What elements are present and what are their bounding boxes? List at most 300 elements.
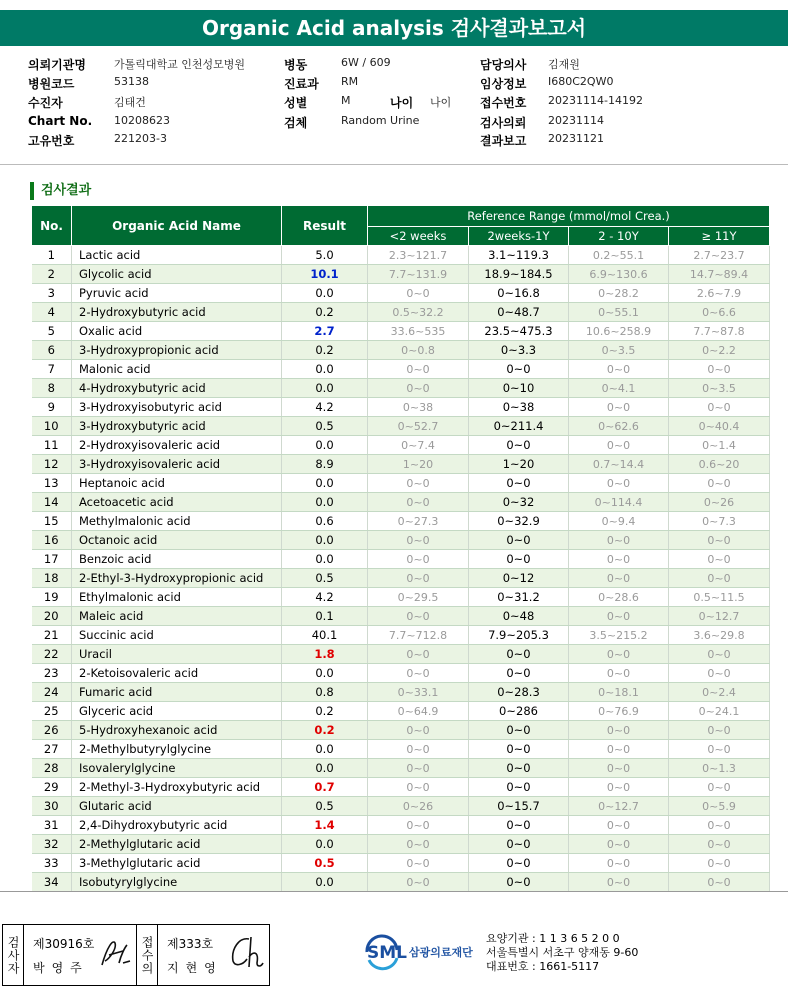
range-lt2w: 0~0 bbox=[368, 873, 469, 892]
result-value: 0.0 bbox=[282, 664, 368, 683]
range-ge11y: 0~3.5 bbox=[669, 379, 770, 398]
range-lt2w: 0~0 bbox=[368, 284, 469, 303]
row-number: 31 bbox=[32, 816, 72, 835]
table-row bbox=[32, 284, 770, 303]
table-row bbox=[32, 816, 770, 835]
row-number: 15 bbox=[32, 512, 72, 531]
range-2w-1y: 0~0 bbox=[469, 531, 569, 550]
col-header-reference: Reference Range (mmol/mol Crea.) bbox=[368, 206, 770, 227]
row-number: 9 bbox=[32, 398, 72, 417]
result-value: 0.0 bbox=[282, 835, 368, 854]
table-row bbox=[32, 455, 770, 474]
lab-name: 삼광의료재단 bbox=[409, 946, 473, 959]
range-lt2w: 0~27.3 bbox=[368, 512, 469, 531]
result-value: 10.1 bbox=[282, 265, 368, 284]
table-row bbox=[32, 588, 770, 607]
doctor-value: 김재원 bbox=[548, 58, 580, 71]
table-row bbox=[32, 493, 770, 512]
range-2w-1y: 0~0 bbox=[469, 873, 569, 892]
range-2-10y: 0.7~14.4 bbox=[569, 455, 669, 474]
range-lt2w: 0~0.8 bbox=[368, 341, 469, 360]
acid-name: Octanoic acid bbox=[72, 531, 282, 550]
table-row bbox=[32, 683, 770, 702]
table-row bbox=[32, 417, 770, 436]
receiver-label-text: 접수의 bbox=[140, 935, 154, 975]
acid-name: Succinic acid bbox=[72, 626, 282, 645]
acid-name: 3-Methylglutaric acid bbox=[72, 854, 282, 873]
range-lt2w: 0~26 bbox=[368, 797, 469, 816]
range-ge11y: 0.6~20 bbox=[669, 455, 770, 474]
result-value: 1.4 bbox=[282, 816, 368, 835]
range-lt2w: 0~0 bbox=[368, 531, 469, 550]
row-number: 16 bbox=[32, 531, 72, 550]
receiver-label bbox=[136, 925, 158, 985]
sex-label: 성별 bbox=[284, 96, 308, 110]
table-row bbox=[32, 550, 770, 569]
acid-name: Isovalerylglycine bbox=[72, 759, 282, 778]
row-number: 5 bbox=[32, 322, 72, 341]
range-2-10y: 0~28.2 bbox=[569, 284, 669, 303]
examiner-license: 제30916호 bbox=[33, 937, 95, 951]
section-title: 검사결과 bbox=[30, 182, 91, 200]
acid-name: Malonic acid bbox=[72, 360, 282, 379]
acid-name: Pyruvic acid bbox=[72, 284, 282, 303]
range-ge11y: 0~0 bbox=[669, 740, 770, 759]
range-lt2w: 0~0 bbox=[368, 740, 469, 759]
row-number: 6 bbox=[32, 341, 72, 360]
acid-name: Maleic acid bbox=[72, 607, 282, 626]
table-row bbox=[32, 246, 770, 265]
range-lt2w: 0~0 bbox=[368, 493, 469, 512]
examiner-label bbox=[3, 925, 24, 985]
range-2w-1y: 0~10 bbox=[469, 379, 569, 398]
age-label: 나이 bbox=[390, 96, 414, 110]
clinical-info-label: 임상정보 bbox=[480, 77, 527, 91]
row-number: 13 bbox=[32, 474, 72, 493]
patient-label: 수진자 bbox=[28, 96, 63, 110]
range-lt2w: 0~29.5 bbox=[368, 588, 469, 607]
range-ge11y: 0~40.4 bbox=[669, 417, 770, 436]
col-header-name: Organic Acid Name bbox=[72, 206, 282, 246]
acid-name: 2-Methylbutyrylglycine bbox=[72, 740, 282, 759]
logo-text: SML bbox=[367, 943, 407, 963]
table-row bbox=[32, 664, 770, 683]
institution-label: 의뢰기관명 bbox=[28, 58, 86, 72]
range-2w-1y: 0~28.3 bbox=[469, 683, 569, 702]
range-2w-1y: 0~0 bbox=[469, 778, 569, 797]
receiver-signature bbox=[227, 933, 265, 973]
result-value: 4.2 bbox=[282, 398, 368, 417]
report-title: Organic Acid analysis 검사결과보고서 bbox=[0, 10, 788, 46]
table-row bbox=[32, 607, 770, 626]
range-2w-1y: 0~0 bbox=[469, 436, 569, 455]
acid-name: 2-Ethyl-3-Hydroxypropionic acid bbox=[72, 569, 282, 588]
acid-name: 2,4-Dihydroxybutyric acid bbox=[72, 816, 282, 835]
institution-number: 요양기관 : 1 1 3 6 5 2 0 0 bbox=[486, 932, 620, 945]
range-lt2w: 0~0 bbox=[368, 474, 469, 493]
table-row bbox=[32, 721, 770, 740]
range-2-10y: 0~0 bbox=[569, 398, 669, 417]
range-2w-1y: 18.9~184.5 bbox=[469, 265, 569, 284]
range-lt2w: 7.7~712.8 bbox=[368, 626, 469, 645]
range-2-10y: 0~0 bbox=[569, 759, 669, 778]
range-lt2w: 0~0 bbox=[368, 759, 469, 778]
result-value: 0.0 bbox=[282, 284, 368, 303]
table-row bbox=[32, 569, 770, 588]
range-2-10y: 0~114.4 bbox=[569, 493, 669, 512]
row-number: 32 bbox=[32, 835, 72, 854]
table-row bbox=[32, 645, 770, 664]
acid-name: Fumaric acid bbox=[72, 683, 282, 702]
department-value: RM bbox=[341, 75, 359, 88]
row-number: 20 bbox=[32, 607, 72, 626]
range-2w-1y: 7.9~205.3 bbox=[469, 626, 569, 645]
range-ge11y: 0~0 bbox=[669, 398, 770, 417]
table-row bbox=[32, 474, 770, 493]
range-lt2w: 1~20 bbox=[368, 455, 469, 474]
range-ge11y: 0~0 bbox=[669, 360, 770, 379]
range-ge11y: 0~0 bbox=[669, 645, 770, 664]
result-value: 0.0 bbox=[282, 493, 368, 512]
result-value: 0.2 bbox=[282, 303, 368, 322]
patient-info bbox=[28, 56, 768, 148]
range-2-10y: 0~0 bbox=[569, 645, 669, 664]
range-ge11y: 0~0 bbox=[669, 721, 770, 740]
row-number: 25 bbox=[32, 702, 72, 721]
range-2-10y: 6.9~130.6 bbox=[569, 265, 669, 284]
lab-phone: 대표번호 : 1661-5117 bbox=[486, 960, 600, 973]
table-row bbox=[32, 512, 770, 531]
range-ge11y: 0~0 bbox=[669, 835, 770, 854]
range-2w-1y: 1~20 bbox=[469, 455, 569, 474]
range-ge11y: 0~26 bbox=[669, 493, 770, 512]
row-number: 27 bbox=[32, 740, 72, 759]
range-2-10y: 0~0 bbox=[569, 816, 669, 835]
header-divider bbox=[0, 164, 788, 165]
acid-name: Oxalic acid bbox=[72, 322, 282, 341]
table-row bbox=[32, 322, 770, 341]
table-row bbox=[32, 436, 770, 455]
row-number: 8 bbox=[32, 379, 72, 398]
range-2-10y: 0~0 bbox=[569, 664, 669, 683]
table-row bbox=[32, 303, 770, 322]
range-ge11y: 0~6.6 bbox=[669, 303, 770, 322]
signature-box bbox=[2, 924, 270, 986]
result-value: 0.2 bbox=[282, 341, 368, 360]
table-row bbox=[32, 873, 770, 892]
row-number: 23 bbox=[32, 664, 72, 683]
range-ge11y: 0~7.3 bbox=[669, 512, 770, 531]
range-2-10y: 0~0 bbox=[569, 550, 669, 569]
range-2w-1y: 0~0 bbox=[469, 360, 569, 379]
result-value: 0.1 bbox=[282, 607, 368, 626]
range-2w-1y: 0~286 bbox=[469, 702, 569, 721]
range-lt2w: 2.3~121.7 bbox=[368, 246, 469, 265]
range-2-10y: 0~9.4 bbox=[569, 512, 669, 531]
examiner-label-text: 검사자 bbox=[6, 935, 20, 975]
report-date-label: 결과보고 bbox=[480, 134, 527, 148]
range-lt2w: 0~38 bbox=[368, 398, 469, 417]
acid-name: 4-Hydroxybutyric acid bbox=[72, 379, 282, 398]
result-value: 0.5 bbox=[282, 417, 368, 436]
range-ge11y: 2.6~7.9 bbox=[669, 284, 770, 303]
table-row bbox=[32, 797, 770, 816]
table-row bbox=[32, 360, 770, 379]
range-2-10y: 0~0 bbox=[569, 740, 669, 759]
range-ge11y: 0~1.4 bbox=[669, 436, 770, 455]
range-2w-1y: 0~48.7 bbox=[469, 303, 569, 322]
patient-value: 김태건 bbox=[114, 96, 146, 109]
range-2w-1y: 0~16.8 bbox=[469, 284, 569, 303]
range-ge11y: 14.7~89.4 bbox=[669, 265, 770, 284]
range-2-10y: 10.6~258.9 bbox=[569, 322, 669, 341]
result-value: 0.5 bbox=[282, 797, 368, 816]
range-2w-1y: 0~0 bbox=[469, 759, 569, 778]
range-2-10y: 0~0 bbox=[569, 873, 669, 892]
range-lt2w: 0~52.7 bbox=[368, 417, 469, 436]
range-lt2w: 0~33.1 bbox=[368, 683, 469, 702]
unique-no-value: 221203-3 bbox=[114, 132, 167, 145]
result-value: 0.2 bbox=[282, 721, 368, 740]
acid-name: 3-Hydroxybutyric acid bbox=[72, 417, 282, 436]
result-value: 0.2 bbox=[282, 702, 368, 721]
range-2w-1y: 0~0 bbox=[469, 740, 569, 759]
range-ge11y: 7.7~87.8 bbox=[669, 322, 770, 341]
result-value: 0.5 bbox=[282, 569, 368, 588]
range-ge11y: 0~5.9 bbox=[669, 797, 770, 816]
range-ge11y: 0~0 bbox=[669, 854, 770, 873]
acid-name: 2-Methylglutaric acid bbox=[72, 835, 282, 854]
result-value: 0.5 bbox=[282, 854, 368, 873]
range-2-10y: 0~0 bbox=[569, 436, 669, 455]
range-2w-1y: 0~48 bbox=[469, 607, 569, 626]
acid-name: Glyceric acid bbox=[72, 702, 282, 721]
acid-name: 5-Hydroxyhexanoic acid bbox=[72, 721, 282, 740]
acid-name: 3-Hydroxyisovaleric acid bbox=[72, 455, 282, 474]
range-2w-1y: 23.5~475.3 bbox=[469, 322, 569, 341]
range-2w-1y: 0~15.7 bbox=[469, 797, 569, 816]
acid-name: 2-Ketoisovaleric acid bbox=[72, 664, 282, 683]
acid-name: Heptanoic acid bbox=[72, 474, 282, 493]
row-number: 21 bbox=[32, 626, 72, 645]
row-number: 30 bbox=[32, 797, 72, 816]
table-row bbox=[32, 740, 770, 759]
range-2w-1y: 0~0 bbox=[469, 816, 569, 835]
table-row bbox=[32, 398, 770, 417]
institution-value: 가톨릭대학교 인천성모병원 bbox=[114, 58, 246, 71]
range-ge11y: 0~0 bbox=[669, 778, 770, 797]
range-ge11y: 0~0 bbox=[669, 531, 770, 550]
hospital-code-label: 병원코드 bbox=[28, 77, 75, 91]
result-value: 40.1 bbox=[282, 626, 368, 645]
result-value: 2.7 bbox=[282, 322, 368, 341]
col-header-no: No. bbox=[32, 206, 72, 246]
row-number: 2 bbox=[32, 265, 72, 284]
sex-value: M bbox=[341, 94, 351, 107]
acid-name: Methylmalonic acid bbox=[72, 512, 282, 531]
range-2-10y: 0~0 bbox=[569, 835, 669, 854]
row-number: 26 bbox=[32, 721, 72, 740]
row-number: 34 bbox=[32, 873, 72, 892]
table-row bbox=[32, 759, 770, 778]
result-value: 1.8 bbox=[282, 645, 368, 664]
ward-label: 병동 bbox=[284, 58, 308, 72]
row-number: 22 bbox=[32, 645, 72, 664]
result-value: 4.2 bbox=[282, 588, 368, 607]
age-value: 나이 bbox=[430, 96, 452, 109]
row-number: 19 bbox=[32, 588, 72, 607]
row-number: 14 bbox=[32, 493, 72, 512]
range-2-10y: 0~0 bbox=[569, 778, 669, 797]
acid-name: Uracil bbox=[72, 645, 282, 664]
range-2w-1y: 0~31.2 bbox=[469, 588, 569, 607]
row-number: 18 bbox=[32, 569, 72, 588]
range-2w-1y: 0~12 bbox=[469, 569, 569, 588]
range-2-10y: 0.2~55.1 bbox=[569, 246, 669, 265]
lab-info bbox=[486, 932, 638, 974]
examiner-signature bbox=[99, 937, 133, 971]
range-2w-1y: 0~0 bbox=[469, 835, 569, 854]
chart-no-label: Chart No. bbox=[28, 114, 93, 128]
result-value: 0.0 bbox=[282, 740, 368, 759]
result-value: 0.0 bbox=[282, 474, 368, 493]
range-ge11y: 3.6~29.8 bbox=[669, 626, 770, 645]
table-row bbox=[32, 626, 770, 645]
row-number: 4 bbox=[32, 303, 72, 322]
range-2w-1y: 0~0 bbox=[469, 664, 569, 683]
range-2w-1y: 0~32.9 bbox=[469, 512, 569, 531]
row-number: 12 bbox=[32, 455, 72, 474]
range-lt2w: 0~0 bbox=[368, 664, 469, 683]
range-2-10y: 0~3.5 bbox=[569, 341, 669, 360]
row-number: 10 bbox=[32, 417, 72, 436]
table-row bbox=[32, 531, 770, 550]
table-row bbox=[32, 265, 770, 284]
examiner-name: 박영주 bbox=[33, 961, 89, 975]
col-header-range-3: 2 - 10Y bbox=[569, 227, 669, 246]
row-number: 11 bbox=[32, 436, 72, 455]
range-2w-1y: 0~32 bbox=[469, 493, 569, 512]
range-lt2w: 0~0 bbox=[368, 569, 469, 588]
lab-address: 서울특별시 서초구 양재동 9-60 bbox=[486, 946, 639, 959]
range-ge11y: 0.5~11.5 bbox=[669, 588, 770, 607]
range-lt2w: 0~0 bbox=[368, 835, 469, 854]
range-lt2w: 0~0 bbox=[368, 607, 469, 626]
range-ge11y: 0~2.2 bbox=[669, 341, 770, 360]
range-ge11y: 0~0 bbox=[669, 474, 770, 493]
chart-no-value: 10208623 bbox=[114, 114, 170, 127]
table-row bbox=[32, 341, 770, 360]
range-2w-1y: 0~38 bbox=[469, 398, 569, 417]
ward-value: 6W / 609 bbox=[341, 56, 391, 69]
range-ge11y: 0~0 bbox=[669, 816, 770, 835]
clinical-info-value: I680C2QW0 bbox=[548, 75, 614, 88]
range-2-10y: 0~55.1 bbox=[569, 303, 669, 322]
result-value: 0.0 bbox=[282, 360, 368, 379]
row-number: 7 bbox=[32, 360, 72, 379]
range-2-10y: 0~0 bbox=[569, 360, 669, 379]
range-2w-1y: 0~0 bbox=[469, 474, 569, 493]
range-2-10y: 0~12.7 bbox=[569, 797, 669, 816]
result-value: 0.0 bbox=[282, 873, 368, 892]
range-ge11y: 0~0 bbox=[669, 664, 770, 683]
result-value: 0.8 bbox=[282, 683, 368, 702]
range-lt2w: 33.6~535 bbox=[368, 322, 469, 341]
range-2-10y: 0~0 bbox=[569, 474, 669, 493]
range-2-10y: 0~28.6 bbox=[569, 588, 669, 607]
range-lt2w: 0~0 bbox=[368, 778, 469, 797]
row-number: 29 bbox=[32, 778, 72, 797]
result-value: 0.0 bbox=[282, 550, 368, 569]
range-2-10y: 0~0 bbox=[569, 569, 669, 588]
range-2-10y: 0~18.1 bbox=[569, 683, 669, 702]
range-ge11y: 0~1.3 bbox=[669, 759, 770, 778]
range-2w-1y: 0~0 bbox=[469, 550, 569, 569]
range-ge11y: 0~2.4 bbox=[669, 683, 770, 702]
range-2w-1y: 3.1~119.3 bbox=[469, 246, 569, 265]
request-date-label: 검사의뢰 bbox=[480, 116, 527, 130]
results-table bbox=[31, 205, 770, 892]
row-number: 1 bbox=[32, 246, 72, 265]
range-2w-1y: 0~0 bbox=[469, 854, 569, 873]
result-value: 0.6 bbox=[282, 512, 368, 531]
range-lt2w: 0~0 bbox=[368, 854, 469, 873]
department-label: 진료과 bbox=[284, 77, 319, 91]
acid-name: Glutaric acid bbox=[72, 797, 282, 816]
table-row bbox=[32, 379, 770, 398]
acid-name: Glycolic acid bbox=[72, 265, 282, 284]
range-lt2w: 0~7.4 bbox=[368, 436, 469, 455]
accession-label: 접수번호 bbox=[480, 96, 527, 110]
acid-name: 2-Hydroxyisovaleric acid bbox=[72, 436, 282, 455]
range-ge11y: 0~12.7 bbox=[669, 607, 770, 626]
range-ge11y: 0~24.1 bbox=[669, 702, 770, 721]
range-2-10y: 0~62.6 bbox=[569, 417, 669, 436]
acid-name: Acetoacetic acid bbox=[72, 493, 282, 512]
range-lt2w: 0~0 bbox=[368, 816, 469, 835]
result-value: 8.9 bbox=[282, 455, 368, 474]
range-2-10y: 0~76.9 bbox=[569, 702, 669, 721]
hospital-code-value: 53138 bbox=[114, 75, 149, 88]
acid-name: Lactic acid bbox=[72, 246, 282, 265]
specimen-value: Random Urine bbox=[341, 114, 420, 127]
range-2w-1y: 0~0 bbox=[469, 721, 569, 740]
range-2-10y: 0~0 bbox=[569, 531, 669, 550]
range-2w-1y: 0~0 bbox=[469, 645, 569, 664]
col-header-range-2: 2weeks-1Y bbox=[469, 227, 569, 246]
receiver-license: 제333호 bbox=[167, 937, 214, 951]
result-value: 0.0 bbox=[282, 531, 368, 550]
lab-logo bbox=[363, 934, 481, 972]
table-row bbox=[32, 835, 770, 854]
range-ge11y: 0~0 bbox=[669, 569, 770, 588]
range-lt2w: 0~0 bbox=[368, 550, 469, 569]
accession-value: 20231114-14192 bbox=[548, 94, 643, 107]
table-row bbox=[32, 702, 770, 721]
acid-name: 3-Hydroxypropionic acid bbox=[72, 341, 282, 360]
range-2-10y: 0~0 bbox=[569, 607, 669, 626]
acid-name: Benzoic acid bbox=[72, 550, 282, 569]
specimen-label: 검체 bbox=[284, 116, 308, 130]
range-2-10y: 0~4.1 bbox=[569, 379, 669, 398]
unique-no-label: 고유번호 bbox=[28, 134, 75, 148]
acid-name: 2-Hydroxybutyric acid bbox=[72, 303, 282, 322]
row-number: 3 bbox=[32, 284, 72, 303]
range-2-10y: 0~0 bbox=[569, 721, 669, 740]
acid-name: Isobutyrylglycine bbox=[72, 873, 282, 892]
range-ge11y: 0~0 bbox=[669, 873, 770, 892]
range-2w-1y: 0~3.3 bbox=[469, 341, 569, 360]
